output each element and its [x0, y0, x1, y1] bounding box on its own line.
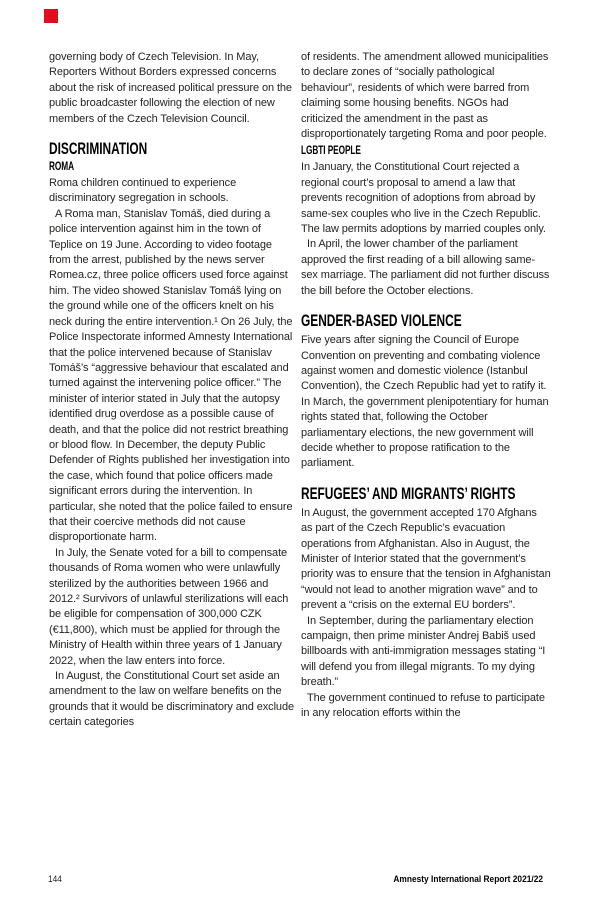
section-heading-refugees-migrants-rights: REFUGEES’ AND MIGRANTS’ RIGHTS [301, 483, 516, 503]
paragraph: In April, the lower chamber of the parliament approved the first reading of a bill allowing same-sex marriage. The parliament did not further discuss the bill before the October elections. [301, 238, 550, 297]
paragraph: Roma children continued to experience discriminatory segregation in schools. [49, 177, 237, 205]
paragraph: A Roma man, Stanislav Tomáš, died during a police intervention against him in the town of Teplice on 19 June. According to video footage from the arrest, published by the news server Romea.cz, three police officers used force against him. The video showed Stanislav Tomáš lying on the ground while one of the officers knelt on his neck during the entire intervention.¹ On 26 July, the Police Inspectorate informed Amnesty International that the police intervened because of Stanislav Tomáš’s “aggressive behaviour that escalated and turned against the intervening police officer.” The minister of interior stated in July that the autopsy identified drug overdose as a possible cause of death, and that the police did not restrict breathing or blood flow. In December, the deputy Public Defender of Rights published her investigation into the case, which found that police officers made significant errors during the intervention. In particular, she noted that the police failed to ensure that their coercive methods did not cause disproportionate harm. [49, 207, 293, 544]
subsection-heading-lgbti-people: LGBTI PEOPLE [301, 145, 361, 158]
section-heading-discrimination: DISCRIMINATION [49, 139, 148, 159]
right-column [301, 50, 551, 721]
page-number: 144 [48, 874, 62, 885]
paragraph: In August, the Constitutional Court set aside an amendment to the law on welfare benefits on the grounds that it would be discriminatory and exclude certain categories [49, 670, 294, 729]
report-title: Amnesty International Report 2021/22 [393, 874, 543, 885]
paragraph: Five years after signing the Council of Europe Convention on preventing and combating violence against women and domestic violence (Istanbul Convention), the Czech Republic had yet to ratify it. In March, the government plenipotentiary for human rights stated that, following the October parliamentary elections, the new government will decide whether to propose ratification to the parliament. [301, 334, 549, 470]
paragraph: In July, the Senate voted for a bill to compensate thousands of Roma women who were unlawfully sterilized by the authorities between 1966 and 2012.² Survivors of unlawful sterilizations will each be eligible for compensation of 300,000 CZK (€11,800), which must be applied for through the Ministry of Health within three years of 1 January 2022, when the law enters into force. [49, 546, 289, 667]
paragraph: In January, the Constitutional Court rejected a regional court’s proposal to amend a law that prevents recognition of adoptions from abroad by same-sex couples who live in the Czech Republic. The law permits adoptions by married couples only. [301, 161, 546, 236]
page-footer [48, 874, 543, 885]
subsection-heading-roma: ROMA [49, 161, 75, 174]
paragraph: of residents. The amendment allowed municipalities to declare zones of “socially pathological behaviour”, residents of which were barred from claiming some housing benefits. NGOs had criticized the amendment in the past as disproportionately targeting Roma and poor people. [301, 51, 549, 141]
paragraph: In September, during the parliamentary election campaign, then prime minister Andrej Babiš used billboards with anti-immigration messages stating “I will defend you from illegal migrants. To my dying breath.” [301, 614, 546, 689]
section-heading-gender-based-violence: GENDER-BASED VIOLENCE [301, 311, 462, 331]
paragraph: The government continued to refuse to participate in any relocation efforts within the [301, 691, 545, 720]
paragraph: governing body of Czech Television. In May, Reporters Without Borders expressed concerns about the risk of increased political pressure on the public broadcaster following the election of new members of the Czech Television Council. [49, 51, 292, 125]
paragraph: In August, the government accepted 170 Afghans as part of the Czech Republic’s evacuation operations from Afghanistan. Also in August, the Minister of Interior stated that the government’s priority was to ensure that the tension in Afghanistan “would not lead to another migration wave” and to prevent a “crisis on the external EU borders”. [301, 506, 551, 612]
left-column [49, 50, 294, 731]
amnesty-red-square-mark [44, 9, 58, 23]
